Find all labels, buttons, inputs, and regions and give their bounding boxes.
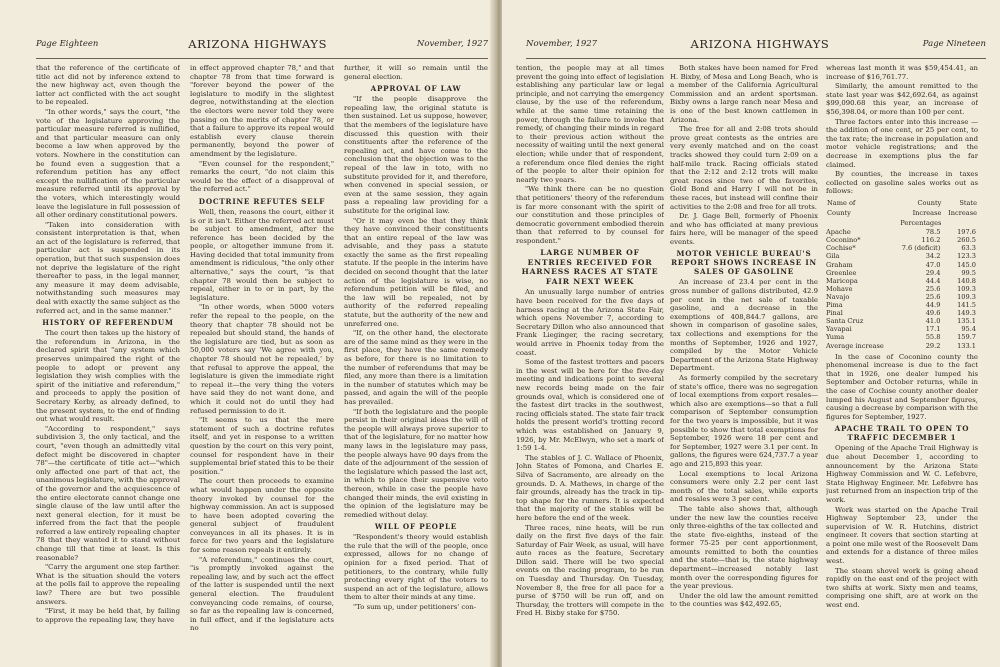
paragraph: Dr. J. Gage Bell, formerly of Phoenix and who has officiated at many previous fairs here, will be manager of the speed events. — [670, 212, 818, 246]
paragraph: Local exemptions to local Arizona consumers were only 2.2 per cent last month of the total sales, while exports and resales were 3 per cent. — [670, 469, 818, 504]
page-number: Page Eighteen — [36, 39, 99, 49]
percentage-value: 7.6 (deficit) — [901, 244, 941, 253]
table-row — [826, 342, 978, 350]
section-heading: MOTOR VEHICLE BUREAU'S REPORT SHOWS INCREASE IN SALES OF GASOLINE — [671, 249, 817, 277]
county-name: Graham — [826, 260, 853, 269]
text-column-6 — [826, 64, 978, 662]
text-column-3 — [344, 64, 488, 662]
paragraph: further, it will so remain until the general election. — [344, 64, 488, 81]
percentage-value: 159.7 — [957, 333, 976, 342]
table-row — [826, 301, 978, 309]
paragraph: "A referendum," continues the court, "is promptly invoked against the repealing law, and by such act the effect of the latter is suspended until the next general election. The fraudulent conveyancing code remains, of course, so far as the repealing law is concerned, in full effect, and if the legislature acts no — [190, 555, 334, 633]
paragraph: "In other words," says the court, "the vote of the legislature approving the particular measure referred is nullified, and that particular measure can only become a law when approved by the voters. Nowhere in the constitution can be found even a suggestion that a referendum petition has any effect except the nullification of the particular measure referred until its approval by the voters, which interestingly would leave the legislature in full possession of all other ordinary constitutional powers. — [36, 107, 180, 220]
table-header-cell — [942, 218, 978, 228]
county-name: Cochise* — [826, 244, 856, 253]
paragraph: An unusually large number of entries have been received for the five days of harness racing at the Arizona State Fair, which opens November 7, according to Secretary Dillon who also announced that Frank Lieginger, the racing secretary, would arrive in Phoenix today from the coast. — [516, 288, 664, 357]
county-name: Yuma — [826, 333, 845, 342]
table-header-cell: County — [827, 209, 851, 217]
paragraph: "Taken into consideration with consistent interpretation is that, when an act of the legislature is referred, that particular act is suspended in its operation, but that such suspension does not deprive the legislature of the right thereafter to pass, in the legal manner, any measure it may deem advisable, notwithstanding such measures may deal with exactly the same subject as the referred act, and in the same manner." — [36, 220, 180, 315]
paragraph: Similarly, the amount remitted to the state last year was $42,692.64, as against $99,090.68 this year, an increase of $56,398.04, or more than 100 per cent. — [826, 82, 978, 116]
section-heading: LARGE NUMBER OF ENTRIES RECEIVED FOR HARNESS RACES AT STATE FAIR NEXT WEEK — [521, 248, 659, 286]
paragraph: "If the people disapprove the repealing law, the original statute is then sustained. Let us suppose, however, that the members of the legislature have discussed this question with their constituents after the reference of the repealing act, and have come to the conclusion that the objection was to the repeal of the law in toto, with no substitute provided for it, and therefore, when convened in special session, or even at the same session, they again pass a repealing law providing for a substitute for the original law. — [344, 95, 488, 215]
paragraph: Under the old law the amount remitted to the counties was $42,492.65, — [670, 591, 818, 609]
section-heading: DOCTRINE REFUTES SELF — [198, 196, 326, 206]
right-page — [502, 0, 1000, 667]
county-name: Navajo — [826, 292, 850, 301]
left-page — [0, 0, 494, 667]
percentage-value: 197.6 — [957, 228, 976, 237]
paragraph: tention, the people may at all times prevent the going into effect of legislation establishing any particular law or legal principle, and not carrying the emergency clause, by the use of the referendum, while at the same time retaining the power, through the failure to invoke that remedy, of changing their minds in regard to their previous action without the necessity of waiting until the next general election; while under that of respondent, a referendum once filed denies the right of the people to alter their opinion for nearly two years. — [516, 64, 664, 184]
column-6-rest — [826, 353, 978, 610]
percentage-value: 44.4 — [925, 276, 941, 285]
county-name: Santa Cruz — [826, 317, 864, 326]
header-rule — [526, 58, 986, 59]
paragraph: whereas last month it was $59,454.41, an increase of $16,761.77. — [826, 64, 978, 81]
left-page-header — [36, 32, 488, 56]
table-header-cell — [826, 218, 893, 228]
table-body — [826, 228, 978, 349]
table-row — [826, 293, 978, 301]
paragraph: "It seems to us that the mere statement of such a doctrine refutes itself, and yet in response to a written question by the court on this very point, counsel for respondent have in their supplemental brief stated this to be their position." — [190, 416, 334, 476]
county-name: Pima — [826, 301, 843, 310]
percentage-value: 149.3 — [957, 309, 976, 318]
table-header-cell: Name of — [827, 198, 856, 207]
table-header-cell: State — [959, 198, 977, 207]
section-heading: APPROVAL OF LAW — [370, 84, 462, 94]
paragraph: "Respondent's theory would establish the rule that the will of the people, once expressed, allows for no change of opinion for a fixed period. That of petitioners, to the contrary, while fully protecting every right of the voters to suspend an act of the legislature, allows them to alter their minds at any time. — [344, 533, 488, 602]
issue-date: November, 1927 — [416, 39, 488, 49]
text-column-1 — [36, 64, 180, 662]
table-header-cell: Increase — [948, 209, 977, 217]
table-header-row — [826, 208, 978, 218]
table-row — [826, 236, 978, 244]
paragraph: In the case of Coconino county the phenomenal increase is due to the fact that in 1926, one dealer lumped his September and October returns, while in the case of Cochise county another dealer lumped his August and September figures, causing a decrease by comparison with the figures for September, 1927. — [826, 352, 978, 421]
table-header-cell: County — [917, 198, 942, 207]
table-row — [826, 261, 978, 269]
percentage-value: 99.5 — [961, 268, 976, 277]
table-header-row — [826, 218, 978, 228]
percentage-value: 95.4 — [961, 325, 976, 334]
paragraph: Some of the fastest trotters and pacers in the west will be here for the five-day meeting and indications point to several new records being made on the fair grounds oval, which is considered one of the fastest dirt tracks in the southwest, racing officials stated. The state fair track holds the present world's trotting record which was established on January 9, 1926, by Mr. McElwyn, who set a mark of 1:59 1-4. — [516, 358, 664, 453]
table-header-row — [826, 198, 978, 208]
right-page-header — [526, 32, 986, 56]
table-row — [826, 317, 978, 325]
masthead: ARIZONA HIGHWAYS — [188, 37, 328, 51]
paragraph: "To sum up, under petitioners' con- — [353, 603, 477, 612]
county-name: Coconino* — [826, 236, 861, 245]
percentage-value: 29.4 — [925, 268, 941, 277]
table-header-cell: Increase — [912, 209, 942, 217]
section-heading: HISTORY OF REFERENDUM — [42, 318, 174, 328]
percentage-value: 44.9 — [925, 301, 941, 310]
percentage-value: 78.5 — [925, 228, 941, 237]
paragraph: "Carry the argument one step farther. What is the situation should the voters at the polls fail to approve the repealing law? There are but two possible answers. — [36, 563, 180, 606]
table-row — [826, 333, 978, 341]
table-row — [826, 252, 978, 260]
percentage-value: 55.8 — [925, 333, 941, 342]
header-rule — [36, 58, 488, 59]
percentage-value: 140.8 — [957, 276, 976, 285]
paragraph: By counties, the increase in taxes collected on gasoline sales works out as follows: — [826, 170, 978, 196]
county-name: Mohave — [826, 284, 853, 293]
masthead: ARIZONA HIGHWAYS — [690, 37, 830, 51]
paragraph: Both stakes have been named for Fred H. Bixby, of Mesa and Long Beach, who is a member of the California Agricultural Commission and an ardent sportsman. Bixby owns a large ranch near Mesa and is one of the best known cattlemen in Arizona. — [670, 64, 818, 124]
paragraph: "Even counsel for the respondent," remarks the court, "do not claim this would be the effect of a disapproval of the referred act." — [190, 159, 334, 194]
percentage-value: 29.2 — [925, 341, 941, 350]
percentage-value: 34.2 — [925, 252, 941, 261]
paragraph: As formerly compiled by the secretary of state's office, there was no segregation of local exemptions from export resales—which also are exemptions—so that a full comparison of September consumption for the two years is impossible, but it was possible to show that total exemptions for September, 1926 were 18 per cent and for September, 1927 were 3.1 per cent. In gallons, the figures were 624,737.7 a year ago and 215,893 this year. — [670, 374, 818, 468]
paragraph: Opening of the Apache Trail Highway is due about December 1, according to announcement by the Arizona State Highway Commission and W. C. Lefebvre, State Highway Engineer. Mr. Lefebvre has just returned from an inspection trip of the work. — [826, 444, 978, 504]
paragraph: The steam shovel work is going ahead rapidly on the east end of the project with two shifts at work. Sixty men and teams, comprising one shift, are at work on the west end. — [826, 566, 978, 610]
table-row — [826, 228, 978, 236]
paragraph: "In other words, when 5000 voters refer the repeal to the people, on the theory that chapter 78 should not be repealed but should stand, the hands of the legislature are tied, but as soon as 50,000 voters say 'We agree with you, chapter 78 should not be repealed,' by that refusal to approve the appeal, the legislature is given the immediate right to repeal it—the very thing the voters have said they do not want done, and which it could not do until they had refused permission to do it. — [190, 303, 334, 415]
paragraph: The stables of J. C. Wallace of Phoenix, John States of Pomona, and Charles E. Silva of Sacramento, are already on the grounds. D. A. Mathews, in charge of the fair grounds, already has the track in tip-top shape for the runners. It is expected that the majority of the stables will be here before the end of the week. — [516, 453, 664, 522]
paragraph: Work was started on the Apache Trail Highway September 23, under the supervision of W. R. Hutchins, district engineer. It covers that section starting at a point one mile west of the Roosevelt Dam and extends for a distance of three miles west. — [826, 505, 978, 566]
percentage-value: 123.3 — [957, 252, 976, 261]
percentage-value: 49.6 — [925, 309, 941, 318]
table-header-cell: Percentages — [900, 219, 942, 228]
county-name: Pinal — [826, 309, 843, 318]
percentage-value: 260.5 — [957, 236, 976, 245]
county-name: Maricopa — [826, 276, 858, 285]
percentage-value: 109.3 — [957, 292, 976, 301]
percentage-value: 25.6 — [925, 284, 941, 293]
paragraph: "We think there can be no question that petitioners' theory of the referendum is far more consonant with the spirit of our constitution and those principles of democratic government embodied therein than that referred to by counsel for respondent." — [516, 185, 664, 245]
table-row — [826, 277, 978, 285]
paragraph: "Or it may even be that they think they have convinced their constituents that an entire repeal of the law was advisable, and they pass a statute exactly the same as the first repealing statute. If the people in the interim have decided on second thought that the later action of the legislature is wise, no referendum petition will be filed, and the law will be repealed, not by authority of the referred repealing statute, but the authority of the new and unreferred one. — [344, 216, 488, 328]
section-heading: APACHE TRAIL TO OPEN TO TRAFFIC DECEMBER 1 — [834, 424, 970, 443]
table-header — [826, 198, 978, 228]
county-name: Average increase — [826, 341, 884, 350]
table-row — [826, 244, 978, 252]
paragraph: "According to respondent," says subdivision 3, the only tactical, and the court, "even though an admittedly vital defect might be discovered in chapter 78"—the certificate of title act—"which only affected one part of that act, the unanimous legislature, with the approval of the governor and the acquiescence of the entire electorate cannot change one single clause of the law until after the next general election, for it must be inferred from the fact that the people referred a law entirely repealing chapter 78 that they wanted it to stand without change till that time at least. Is this reasonable? — [36, 424, 180, 562]
gasoline-tax-table — [826, 198, 978, 350]
table-row — [826, 325, 978, 333]
percentage-value: 141.5 — [957, 301, 976, 310]
issue-date: November, 1927 — [526, 39, 598, 49]
table-row — [826, 309, 978, 317]
percentage-value: 109.3 — [957, 284, 976, 293]
paragraph: The free for all and 2:08 trots should prove great contests as the entries are very evenly matched and on the coast tracks showed they could turn 2:09 on a half-mile track. Racing officials stated that the 2:12 and 2:12 trots will make great races since two of the favorites, Gold Bond and Harry I will not be in these races, but instead will confine their activities to the 2:08 and free for all trots. — [670, 125, 818, 211]
table-row — [826, 285, 978, 293]
text-column-5 — [670, 64, 818, 662]
percentage-value: 135.1 — [957, 317, 976, 326]
county-name: Apache — [826, 228, 851, 237]
county-name: Gila — [826, 252, 840, 261]
page-number: Page Nineteen — [922, 39, 986, 49]
percentage-value: 17.1 — [925, 325, 941, 334]
paragraph: in effect approved chapter 78," and that chapter 78 from that time forward is "forever beyond the power of the legislature to modify in the slightest degree, notwithstanding at the election the electors were never told they were passing on the merits of chapter 78, or that a failure to approve its repeal would establish every clause therein permanently, beyond the power of amendment by the legislature. — [190, 64, 334, 158]
paragraph: The court then proceeds to examine what would happen under the opposite theory invoked by counsel for the highway commission. An act is supposed to have been adopted covering the general subject of fraudulent conveyances in all its phases. It is in force for two years and the legislature for some reason repeals it entirely. — [190, 477, 334, 555]
paragraph: that the reference of the certificate of title act did not by inference extend to the new highway act, even though the latter act conflicted with the act sought to be repealed. — [36, 64, 180, 107]
paragraph: "First, it may be held that, by failing to approve the repealing law, they have — [36, 607, 180, 624]
column-6-intro — [826, 64, 978, 196]
paragraph: "If, on the other hand, the electorate are of the same mind as they were in the first place, they have the same remedy as before, for there is no limitation to the number of referendums that may be filed, any more than there is a limitation in the number of statutes which may be passed, and again the will of the people has prevailed. — [344, 329, 488, 406]
percentage-value: 133.1 — [957, 341, 976, 350]
paragraph: Well, then, reasons the court, either it is or it isn't. Either the referred act must be subject to amendment, after the reference has been decided by the people, or altogether immune from it. Having decided that total immunity from amendment is ridiculous, "the only other alternative," says the court, "is that chapter 78 would then be subject to repeal, either in to or in part, by the legislature. — [190, 207, 334, 302]
paragraph: The table also shows that, although under the new law the counties receive only three-eighths of the tax collected and the state five-eighths, instead of the former 75-25 per cent apportionment, amounts remitted to both the counties and the state—that is, the state highway department—increased notably last month over the corresponding figures for the year previous. — [670, 504, 818, 591]
paragraph: An increase of 23.4 per cent in the gross number of gallons distributed, 42.9 per cent in the net sale of taxable gasoline, and a decrease in the exemptions of 408,844.7 gallons, are shown in comparison of gasoline sales, tax collections and exemptions for the months of September, 1926 and 1927, compiled by the Motor Vehicle Department of the Arizona State Highway Department. — [670, 278, 818, 373]
table-row — [826, 269, 978, 277]
text-column-2 — [190, 64, 334, 662]
percentage-value: 25.6 — [925, 292, 941, 301]
county-name: Greenlee — [826, 268, 857, 277]
percentage-value: 116.2 — [921, 236, 941, 245]
text-column-4 — [516, 64, 664, 662]
section-heading: WILL OF PEOPLE — [374, 522, 458, 532]
paragraph: "If both the legislature and the people persist in their original ideas the will of the people will always prove superior to that of the legislature, for no matter how many laws in the legislature may pass, the people always have 90 days from the date of the adjournment of the session of the legislature which passed the last act, in which to place their suspensive veto thereon, while in case the people have changed their minds, the evil existing in the opinion of the legislature may be remedied without delay. — [344, 407, 488, 519]
percentage-value: 47.0 — [925, 260, 941, 269]
paragraph: Three races, nine heats, will be run daily on the first five days of the fair. Saturday of Fair Week, as usual, will have auto races as the feature, Secretary Dillon said. There will be two special events on the racing program, to be run on Tuesday and Thursday. On Tuesday, November 8, the free for all pace for a purse of $750 will be run off, and on Thursday, the trotters will compete in the Fred H. Bixby stake for $750. — [516, 523, 664, 618]
percentage-value: 63.3 — [961, 244, 976, 253]
percentage-value: 41.0 — [925, 317, 941, 326]
paragraph: Three factors enter into this increase —the addition of one cent, or 25 per cent, to the tax rate; the increase in population and motor vehicle registrations; and the decrease in exemptions plus the far claimed. — [826, 117, 978, 169]
percentage-value: 145.0 — [957, 260, 976, 269]
county-name: Yavapai — [826, 325, 852, 334]
paragraph: The court then takes up the history of the referendum in Arizona, in the declared spirit that "any system which preserves unimpaired the right of the people to adopt or prevent any legislation they wish complies with the spirit of the initiative and referendum," and proceeds to apply the position of Secretary Kerby, as already defined, to the present system, to the end of finding out what would result. — [36, 329, 180, 424]
